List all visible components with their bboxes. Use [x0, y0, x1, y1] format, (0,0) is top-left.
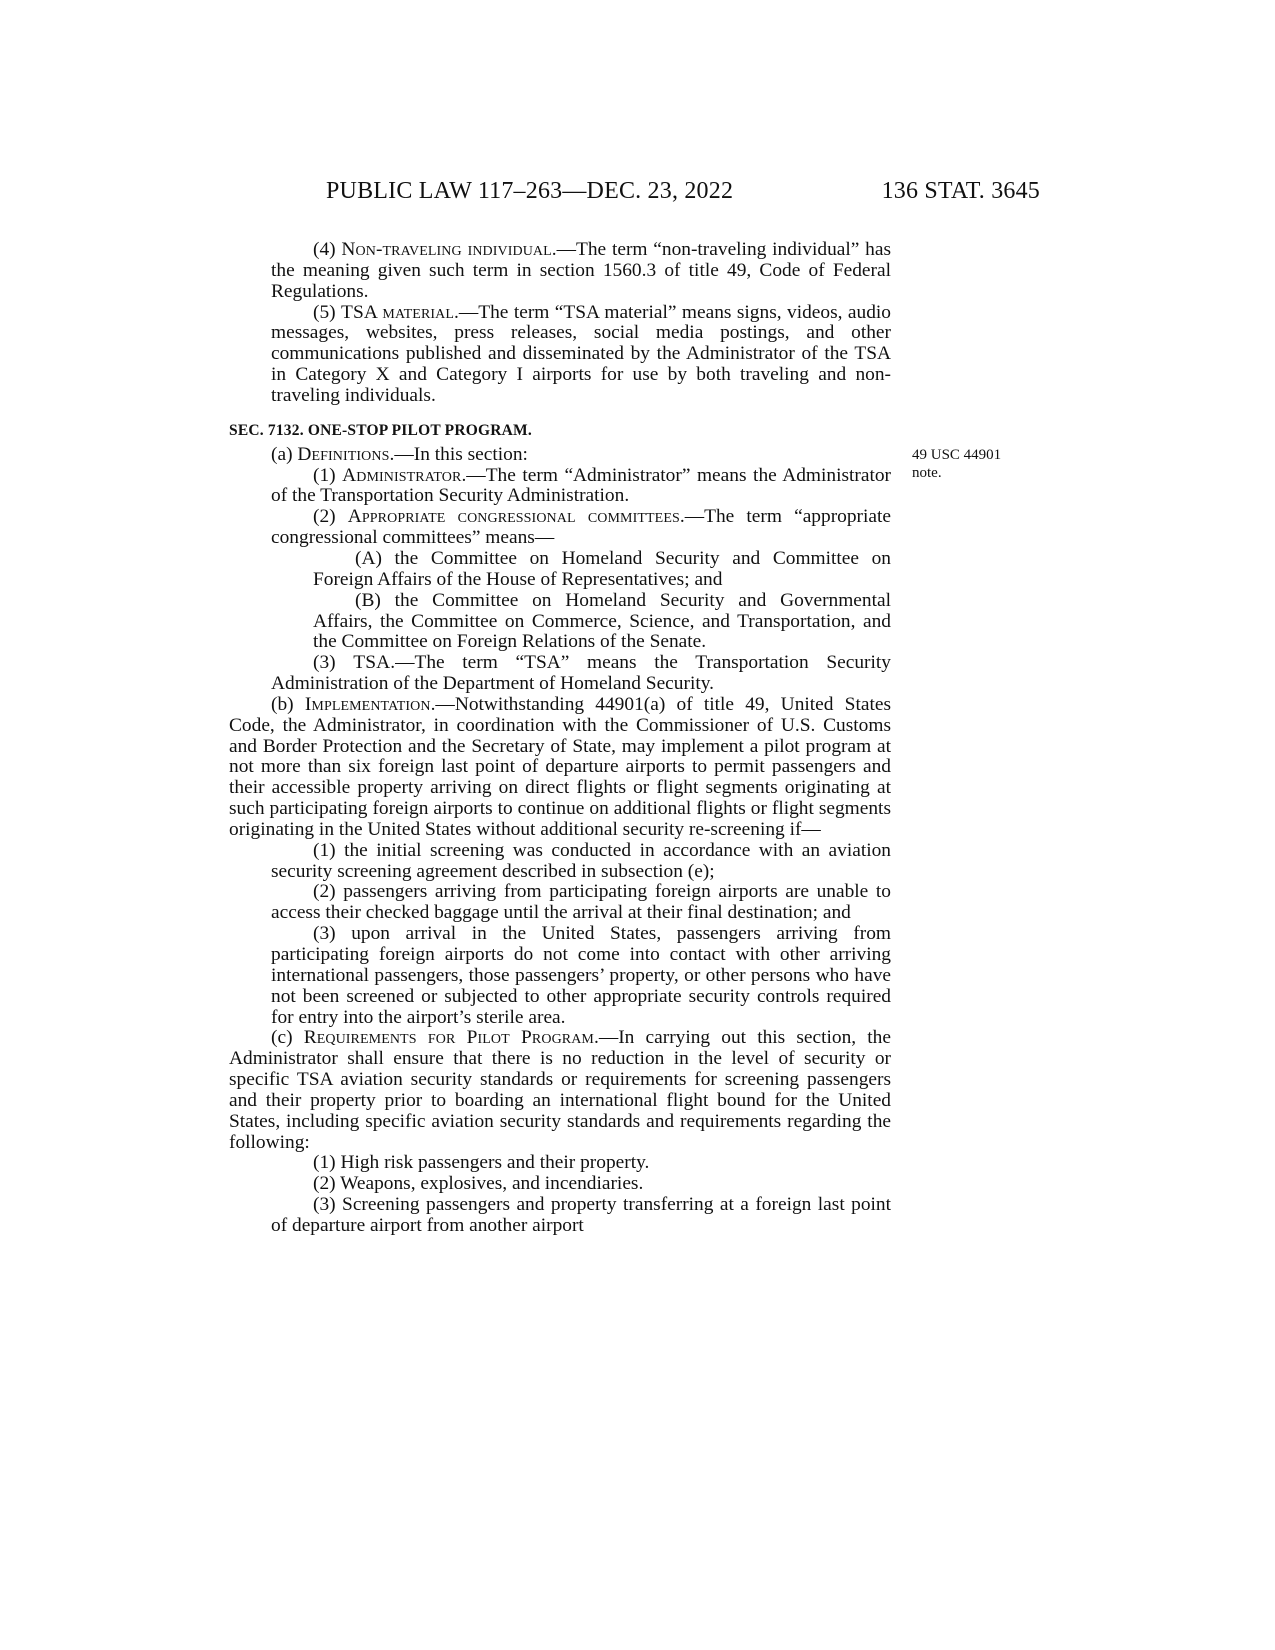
subparagraph-a2B: (B) the Committee on Homeland Security and Governmental Affairs, the Committee on Commerce, Science, and Transportation, and the Committee on Foreign Relations of the Senate. — [313, 589, 891, 653]
subparagraph-a2A: (A) the Committee on Homeland Security and Committee on Foreign Affairs of the House of Representatives; and — [313, 547, 891, 590]
subsection-a-heading: Definitions — [297, 443, 390, 465]
subsection-b-heading: Implementation — [304, 693, 431, 715]
page-stat-number: 136 STAT. 3645 — [881, 178, 1040, 204]
paragraph-b2: (2) passengers arriving from participating foreign airports are unable to access their checked baggage until the arrival at their final destination; and — [271, 881, 891, 924]
paragraph-a3: (3) TSA.—The term “TSA” means the Transportation Security Administration of the Department of Homeland Security. — [271, 652, 891, 695]
paragraph-a2-heading: Appropriate congressional committees — [347, 506, 680, 528]
paragraph-5: (5) TSA material.—The term “TSA material” means signs, videos, audio messages, websites, press releases, social media postings, and other communications published and disseminated by the Administrator of the TSA in Category X and Category I airports for use by both traveling and non-traveling individuals. — [271, 301, 891, 406]
subsection-b: (b) Implementation.—Notwithstanding 44901(a) of title 49, United States Code, the Administrator, in coordination with the Commissioner of U.S. Customs and Border Protection and the Secretary of State, may implement a pilot program at not more than six foreign last point of departure airports to permit passengers and their accessible property arriving on direct flights or flight segments originating at such participating foreign airports to continue on additional flights or flight segments originating in the United States without additional security re-screening if— — [229, 693, 891, 840]
paragraph-a3-heading: TSA — [353, 652, 391, 674]
margin-note — [912, 446, 1022, 482]
page-header — [230, 178, 1040, 214]
paragraph-a1: (1) Administrator.—The term “Administrator” means the Administrator of the Transportation Security Administration. — [271, 464, 891, 507]
paragraph-c2: (2) Weapons, explosives, and incendiaries. — [313, 1173, 644, 1195]
paragraph-4-heading: Non-traveling individual — [341, 239, 552, 260]
paragraph-a2: (2) Appropriate congressional committees.—The term “appropriate congressional committees” means— — [271, 506, 891, 549]
paragraph-c1: (1) High risk passengers and their property. — [313, 1152, 650, 1174]
margin-note-suffix: note. — [912, 465, 942, 481]
subsection-c: (c) Requirements for Pilot Program.—In carrying out this section, the Administrator shall ensure that there is no reduction in the level of security or specific TSA aviation security standards or requirements for screening passengers and their property prior to boarding an international flight bound for the United States, including specific aviation security standards and requirements regarding the following: — [229, 1027, 891, 1153]
subsection-a: (a) Definitions.—In this section: — [271, 443, 528, 465]
paragraph-b1: (1) the initial screening was conducted in accordance with an aviation security screening agreement described in subsection (e); — [271, 839, 891, 882]
section-heading: SEC. 7132. ONE-STOP PILOT PROGRAM. — [229, 421, 532, 439]
running-head-title: PUBLIC LAW 117–263—DEC. 23, 2022 — [326, 178, 734, 204]
paragraph-c3: (3) Screening passengers and property transferring at a foreign last point of departure airport from another airport — [271, 1194, 891, 1236]
paragraph-b3: (3) upon arrival in the United States, passengers arriving from participating foreign airports do not come into contact with other arriving international passengers, those passengers’ property, or other persons who have not been screened or subjected to other appropriate security controls required for entry into the airport’s sterile area. — [271, 923, 891, 1028]
subsection-c-heading: Requirements for Pilot Program — [303, 1027, 594, 1049]
margin-note-citation: 49 USC 44901 — [912, 447, 1002, 463]
statute-body — [229, 240, 891, 1237]
paragraph-a1-heading: Administrator — [342, 464, 462, 486]
paragraph-4: (4) Non-traveling individual.—The term “non-traveling individual” has the meaning given such term in section 1560.3 of title 49, Code of Federal Regulations. — [271, 239, 891, 302]
paragraph-5-heading: TSA material — [341, 301, 455, 323]
